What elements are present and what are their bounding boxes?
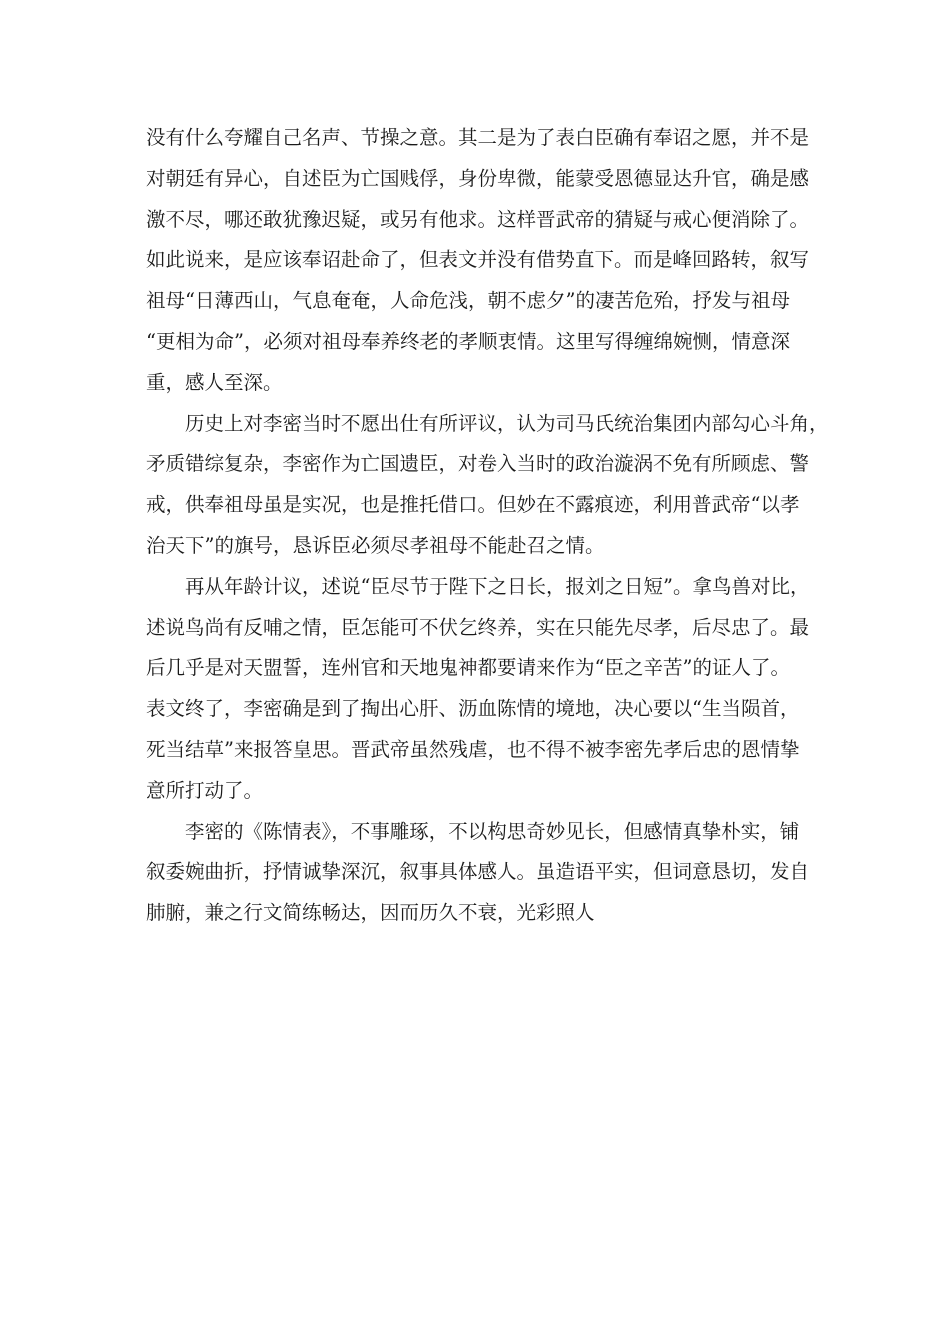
- document-body: [146, 118, 829, 934]
- paragraph-1-line-3: 激不尽，哪还敢犹豫迟疑，或另有他求。这样晋武帝的猜疑与戒心便消除了。: [146, 207, 810, 231]
- paragraph-2-line-3: 戒，供奉祖母虽是实况，也是推托借口。但妙在不露痕迹，利用普武帝“以孝: [146, 493, 800, 517]
- paragraph-1-line-2: 对朝廷有异心，自述臣为亡国贱俘，身份卑微，能蒙受恩德显达升官，确是感: [146, 166, 810, 190]
- paragraph-3-line-2: 述说鸟尚有反哺之情，臣怎能可不伏乞终养，实在只能先尽孝，后尽忠了。最: [146, 615, 810, 639]
- paragraph-3-line-5: 死当结草”来报答皇思。晋武帝虽然残虐，也不得不被李密先孝后忠的恩情挚: [146, 737, 800, 761]
- paragraph-2-line-1: 历史上对李密当时不愿出仕有所评议，认为司马氏统治集团内部勾心斗角，: [185, 411, 829, 435]
- paragraph-3-line-6: 意所打动了。: [146, 778, 264, 802]
- paragraph-2-line-2: 矛质错综复杂，李密作为亡国遗臣，对卷入当时的政治漩涡不免有所顾虑、警: [146, 452, 810, 476]
- paragraph-1-line-7: 重，感人至深。: [146, 370, 283, 394]
- paragraph-4-line-3: 肺腑，兼之行文简练畅达，因而历久不衰，光彩照人: [146, 901, 595, 925]
- paragraph-2-line-4: 治天下”的旗号，恳诉臣必须尽孝祖母不能赴召之情。: [146, 533, 605, 557]
- paragraph-4-line-1: 李密的《陈情表》，不事雕琢，不以构思奇妙见长，但感情真挚朴实，铺: [185, 819, 800, 843]
- paragraph-3-line-1: 再从年龄计议，述说“臣尽节于陛下之日长，报刘之日短”。拿鸟兽对比，: [185, 574, 810, 598]
- paragraph-1-line-4: 如此说来，是应该奉诏赴命了，但表文并没有借势直下。而是峰回路转，叙写: [146, 248, 810, 272]
- paragraph-1-line-1: 没有什么夸耀自己名声、节操之意。其二是为了表白臣确有奉诏之愿，并不是: [146, 126, 810, 149]
- paragraph-4-line-2: 叙委婉曲折，抒情诚挚深沉，叙事具体感人。虽造语平实，但词意恳切，发自: [146, 860, 810, 884]
- paragraph-3-line-3: 后几乎是对天盟誓，连州官和天地鬼神都要请来作为“臣之辛苦”的证人了。: [146, 656, 790, 680]
- paragraph-1-line-6: “更相为命”，必须对祖母奉养终老的孝顺衷情。这里写得缠绵婉恻，情意深: [146, 329, 790, 353]
- paragraph-1-line-5: 祖母“日薄西山，气息奄奄，人命危浅，朝不虑夕”的凄苦危殆，抒发与祖母: [146, 289, 790, 313]
- paragraph-3-line-4: 表文终了，李密确是到了掏出心肝、沥血陈情的境地，决心要以“生当陨首，: [146, 697, 800, 721]
